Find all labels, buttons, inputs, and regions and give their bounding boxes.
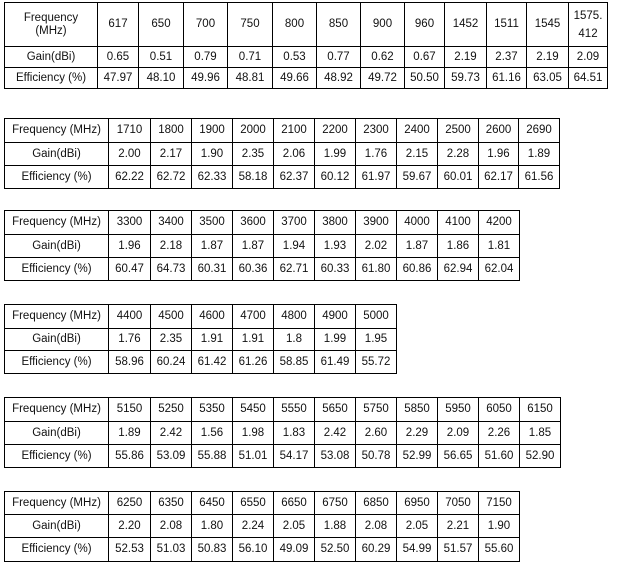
efficiency-cell: 62.04	[479, 258, 520, 281]
frequency-row	[5, 492, 520, 515]
efficiency-header: Efficiency (%)	[5, 445, 109, 468]
efficiency-cell: 62.37	[274, 166, 315, 189]
gain-cell: 2.00	[109, 143, 151, 166]
efficiency-cell: 62.22	[109, 166, 151, 189]
frequency-header: Frequency (MHz)	[5, 119, 109, 143]
frequency-cell: 650	[139, 3, 184, 47]
gain-cell: 0.67	[405, 47, 445, 68]
gain-cell: 2.08	[356, 515, 397, 538]
efficiency-header: Efficiency (%)	[5, 258, 109, 281]
gain-cell: 2.42	[151, 422, 192, 445]
frequency-cell: 3600	[233, 211, 274, 235]
frequency-cell: 3900	[356, 211, 397, 235]
efficiency-header: Efficiency (%)	[5, 538, 109, 562]
efficiency-cell: 60.01	[438, 166, 479, 189]
gain-cell: 1.87	[397, 235, 438, 258]
gain-row	[5, 329, 397, 351]
efficiency-header: Efficiency (%)	[5, 166, 109, 189]
frequency-cell: 617	[98, 3, 139, 47]
efficiency-cell: 52.99	[397, 445, 438, 468]
gain-cell: 0.51	[139, 47, 184, 68]
gain-cell: 1.8	[274, 329, 315, 351]
frequency-cell: 4800	[274, 305, 315, 329]
gain-cell: 1.93	[315, 235, 356, 258]
frequency-cell: 5000	[356, 305, 397, 329]
efficiency-row	[5, 68, 608, 89]
gain-cell: 2.19	[445, 47, 487, 68]
gain-cell: 1.88	[315, 515, 356, 538]
gain-cell: 1.95	[356, 329, 397, 351]
frequency-cell: 5350	[192, 398, 233, 422]
gain-header: Gain(dBi)	[5, 329, 109, 351]
antenna-table-2	[4, 118, 560, 189]
frequency-row	[5, 398, 561, 422]
efficiency-row	[5, 445, 561, 468]
efficiency-cell: 49.96	[184, 68, 228, 89]
gain-cell: 0.79	[184, 47, 228, 68]
frequency-cell: 5150	[109, 398, 151, 422]
efficiency-cell: 61.42	[192, 351, 233, 374]
frequency-cell: 1900	[192, 119, 233, 143]
gain-cell: 2.28	[438, 143, 479, 166]
efficiency-cell: 49.09	[274, 538, 315, 562]
gain-row	[5, 47, 608, 68]
efficiency-cell: 56.10	[233, 538, 274, 562]
gain-cell: 1.83	[274, 422, 315, 445]
gain-cell: 2.17	[151, 143, 192, 166]
gain-cell: 1.86	[438, 235, 479, 258]
gain-header: Gain(dBi)	[5, 422, 109, 445]
efficiency-cell: 52.50	[315, 538, 356, 562]
antenna-table-1	[4, 2, 608, 89]
frequency-cell: 900	[361, 3, 405, 47]
frequency-cell: 2600	[479, 119, 519, 143]
frequency-cell: 2500	[438, 119, 479, 143]
efficiency-cell: 60.47	[109, 258, 151, 281]
gain-cell: 1.96	[109, 235, 151, 258]
gain-cell: 1.98	[233, 422, 274, 445]
gain-cell: 2.35	[151, 329, 192, 351]
efficiency-cell: 60.86	[397, 258, 438, 281]
frequency-cell: 5750	[356, 398, 397, 422]
efficiency-cell: 60.36	[233, 258, 274, 281]
gain-cell: 1.91	[192, 329, 233, 351]
frequency-cell: 5850	[397, 398, 438, 422]
efficiency-cell: 56.65	[438, 445, 479, 468]
efficiency-cell: 63.05	[527, 68, 569, 89]
frequency-cell: 3500	[192, 211, 233, 235]
gain-cell: 1.80	[192, 515, 233, 538]
frequency-cell: 5950	[438, 398, 479, 422]
gain-cell: 1.87	[233, 235, 274, 258]
efficiency-cell: 55.88	[192, 445, 233, 468]
efficiency-cell: 62.72	[151, 166, 192, 189]
gain-cell: 1.94	[274, 235, 315, 258]
frequency-cell: 6750	[315, 492, 356, 515]
efficiency-cell: 61.26	[233, 351, 274, 374]
efficiency-cell: 61.80	[356, 258, 397, 281]
frequency-row	[5, 211, 520, 235]
efficiency-row	[5, 538, 520, 562]
gain-cell: 1.76	[109, 329, 151, 351]
frequency-header: Frequency (MHz)	[5, 398, 109, 422]
gain-cell: 0.53	[273, 47, 317, 68]
efficiency-cell: 62.71	[274, 258, 315, 281]
gain-cell: 2.06	[274, 143, 315, 166]
frequency-cell: 7050	[438, 492, 479, 515]
frequency-cell: 1710	[109, 119, 151, 143]
efficiency-cell: 55.86	[109, 445, 151, 468]
gain-cell: 0.77	[317, 47, 361, 68]
gain-cell: 2.18	[151, 235, 192, 258]
efficiency-cell: 62.94	[438, 258, 479, 281]
efficiency-cell: 60.31	[192, 258, 233, 281]
frequency-cell: 700	[184, 3, 228, 47]
gain-cell: 1.99	[315, 143, 356, 166]
frequency-header: Frequency (MHz)	[5, 492, 109, 515]
gain-cell: 1.81	[479, 235, 520, 258]
gain-header: Gain(dBi)	[5, 143, 109, 166]
frequency-cell: 5650	[315, 398, 356, 422]
efficiency-cell: 53.08	[315, 445, 356, 468]
frequency-cell: 1575.412	[569, 3, 608, 47]
gain-cell: 1.85	[520, 422, 561, 445]
gain-cell: 0.62	[361, 47, 405, 68]
frequency-header: Frequency (MHz)	[5, 3, 98, 47]
efficiency-cell: 58.85	[274, 351, 315, 374]
frequency-cell: 2690	[519, 119, 560, 143]
frequency-cell: 1452	[445, 3, 487, 47]
efficiency-cell: 52.53	[109, 538, 151, 562]
gain-cell: 2.60	[356, 422, 397, 445]
efficiency-cell: 64.73	[151, 258, 192, 281]
efficiency-header: Efficiency (%)	[5, 351, 109, 374]
efficiency-cell: 50.50	[405, 68, 445, 89]
efficiency-cell: 62.17	[479, 166, 519, 189]
gain-cell: 2.09	[438, 422, 479, 445]
gain-cell: 0.65	[98, 47, 139, 68]
gain-cell: 1.99	[315, 329, 356, 351]
gain-row	[5, 143, 560, 166]
gain-cell: 1.90	[192, 143, 233, 166]
gain-cell: 2.05	[397, 515, 438, 538]
frequency-cell: 6650	[274, 492, 315, 515]
efficiency-cell: 60.33	[315, 258, 356, 281]
frequency-cell: 3800	[315, 211, 356, 235]
efficiency-row	[5, 351, 397, 374]
frequency-cell: 6850	[356, 492, 397, 515]
frequency-cell: 3700	[274, 211, 315, 235]
frequency-cell: 4700	[233, 305, 274, 329]
efficiency-cell: 60.29	[356, 538, 397, 562]
efficiency-cell: 61.56	[519, 166, 560, 189]
gain-cell: 0.71	[228, 47, 273, 68]
frequency-cell: 750	[228, 3, 273, 47]
gain-cell: 2.20	[109, 515, 151, 538]
efficiency-cell: 60.12	[315, 166, 356, 189]
efficiency-cell: 60.24	[151, 351, 192, 374]
efficiency-cell: 54.99	[397, 538, 438, 562]
efficiency-cell: 61.16	[487, 68, 527, 89]
efficiency-cell: 51.01	[233, 445, 274, 468]
gain-header: Gain(dBi)	[5, 47, 98, 68]
antenna-table-5	[4, 397, 561, 468]
gain-cell: 2.35	[233, 143, 274, 166]
frequency-cell: 2300	[356, 119, 397, 143]
efficiency-cell: 61.49	[315, 351, 356, 374]
efficiency-cell: 58.18	[233, 166, 274, 189]
frequency-cell: 4600	[192, 305, 233, 329]
efficiency-cell: 55.72	[356, 351, 397, 374]
gain-cell: 2.29	[397, 422, 438, 445]
gain-cell: 2.15	[397, 143, 438, 166]
efficiency-cell: 48.92	[317, 68, 361, 89]
efficiency-header: Efficiency (%)	[5, 68, 98, 89]
frequency-header: Frequency (MHz)	[5, 211, 109, 235]
frequency-cell: 6050	[479, 398, 520, 422]
frequency-cell: 1511	[487, 3, 527, 47]
efficiency-cell: 49.72	[361, 68, 405, 89]
gain-cell: 2.42	[315, 422, 356, 445]
gain-cell: 2.09	[569, 47, 608, 68]
gain-cell: 1.90	[479, 515, 520, 538]
gain-row	[5, 235, 520, 258]
efficiency-cell: 47.97	[98, 68, 139, 89]
gain-cell: 1.91	[233, 329, 274, 351]
frequency-cell: 1800	[151, 119, 192, 143]
gain-cell: 1.96	[479, 143, 519, 166]
frequency-cell: 6950	[397, 492, 438, 515]
gain-cell: 2.02	[356, 235, 397, 258]
efficiency-cell: 51.03	[151, 538, 192, 562]
frequency-cell: 960	[405, 3, 445, 47]
efficiency-cell: 59.73	[445, 68, 487, 89]
gain-header: Gain(dBi)	[5, 515, 109, 538]
frequency-cell: 6150	[520, 398, 561, 422]
frequency-header: Frequency (MHz)	[5, 305, 109, 329]
efficiency-cell: 49.66	[273, 68, 317, 89]
efficiency-cell: 51.57	[438, 538, 479, 562]
efficiency-cell: 48.81	[228, 68, 273, 89]
efficiency-cell: 52.90	[520, 445, 561, 468]
frequency-cell: 2000	[233, 119, 274, 143]
gain-cell: 2.26	[479, 422, 520, 445]
frequency-cell: 3400	[151, 211, 192, 235]
gain-cell: 1.89	[519, 143, 560, 166]
efficiency-cell: 51.60	[479, 445, 520, 468]
antenna-table-3	[4, 210, 520, 281]
gain-cell: 2.08	[151, 515, 192, 538]
frequency-cell: 5250	[151, 398, 192, 422]
frequency-cell: 5450	[233, 398, 274, 422]
frequency-row	[5, 119, 560, 143]
gain-cell: 1.76	[356, 143, 397, 166]
efficiency-cell: 50.83	[192, 538, 233, 562]
efficiency-cell: 64.51	[569, 68, 608, 89]
frequency-cell: 4500	[151, 305, 192, 329]
gain-row	[5, 515, 520, 538]
frequency-cell: 6550	[233, 492, 274, 515]
gain-cell: 2.21	[438, 515, 479, 538]
frequency-cell: 5550	[274, 398, 315, 422]
efficiency-cell: 53.09	[151, 445, 192, 468]
frequency-cell: 2100	[274, 119, 315, 143]
frequency-cell: 4000	[397, 211, 438, 235]
efficiency-cell: 58.96	[109, 351, 151, 374]
frequency-row	[5, 3, 608, 47]
frequency-cell: 2200	[315, 119, 356, 143]
efficiency-cell: 48.10	[139, 68, 184, 89]
frequency-cell: 4400	[109, 305, 151, 329]
gain-cell: 1.87	[192, 235, 233, 258]
efficiency-cell: 55.60	[479, 538, 520, 562]
gain-cell: 2.19	[527, 47, 569, 68]
frequency-cell: 3300	[109, 211, 151, 235]
efficiency-row	[5, 166, 560, 189]
gain-header: Gain(dBi)	[5, 235, 109, 258]
efficiency-cell: 59.67	[397, 166, 438, 189]
frequency-cell: 7150	[479, 492, 520, 515]
antenna-table-6	[4, 491, 520, 562]
frequency-cell: 800	[273, 3, 317, 47]
frequency-cell: 4100	[438, 211, 479, 235]
gain-cell: 2.24	[233, 515, 274, 538]
efficiency-row	[5, 258, 520, 281]
frequency-cell: 6450	[192, 492, 233, 515]
frequency-cell: 2400	[397, 119, 438, 143]
efficiency-cell: 50.78	[356, 445, 397, 468]
frequency-cell: 4900	[315, 305, 356, 329]
frequency-cell: 850	[317, 3, 361, 47]
gain-row	[5, 422, 561, 445]
antenna-table-4	[4, 304, 397, 374]
efficiency-cell: 61.97	[356, 166, 397, 189]
frequency-cell: 1545	[527, 3, 569, 47]
efficiency-cell: 54.17	[274, 445, 315, 468]
gain-cell: 1.89	[109, 422, 151, 445]
efficiency-cell: 62.33	[192, 166, 233, 189]
frequency-cell: 4200	[479, 211, 520, 235]
gain-cell: 2.37	[487, 47, 527, 68]
frequency-row	[5, 305, 397, 329]
frequency-cell: 6250	[109, 492, 151, 515]
frequency-cell: 6350	[151, 492, 192, 515]
gain-cell: 2.05	[274, 515, 315, 538]
gain-cell: 1.56	[192, 422, 233, 445]
